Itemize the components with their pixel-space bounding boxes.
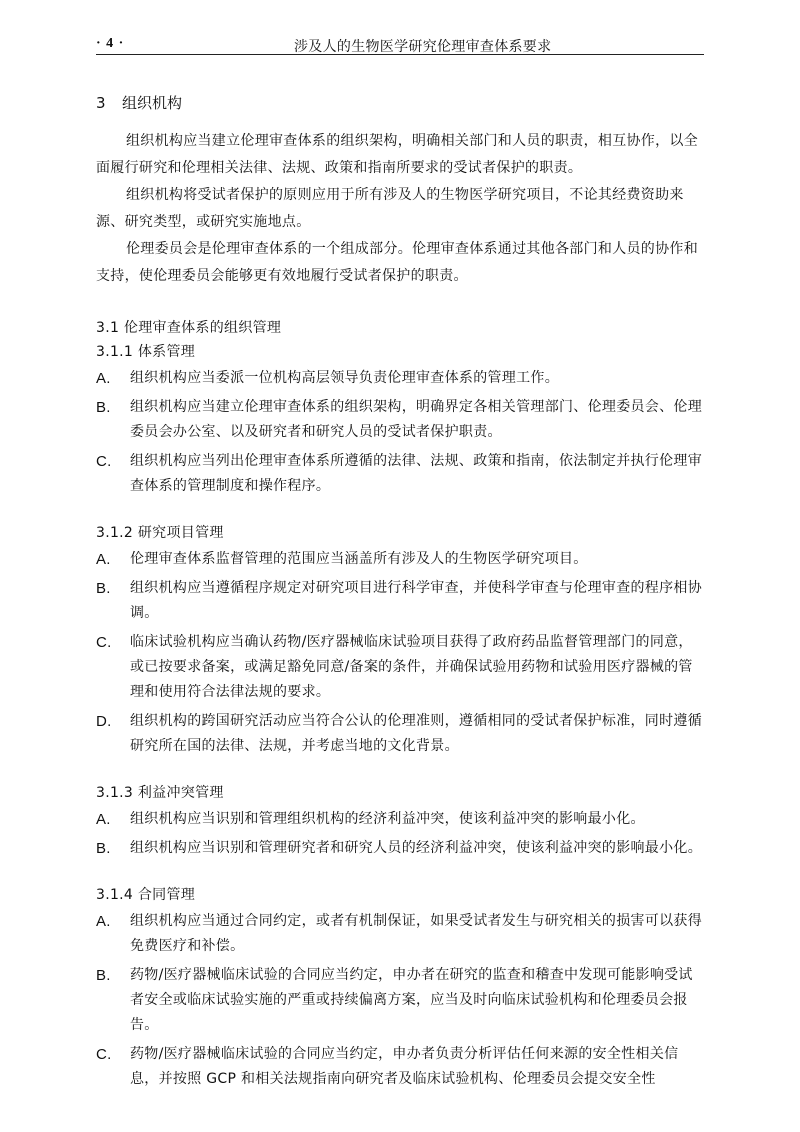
list-item-text: 伦理审查体系监督管理的范围应当涵盖所有涉及人的生物医学研究项目。 (130, 551, 588, 567)
section-3-title: 组织机构 (122, 94, 183, 112)
list-item (96, 547, 704, 572)
list-item (96, 366, 704, 391)
list-item (96, 836, 704, 861)
page-header (96, 36, 704, 54)
list-item-label: B. (96, 399, 111, 416)
list-item-text: 组织机构的跨国研究活动应当符合公认的伦理准则，遵循相同的受试者保护标准，同时遵循研究所在国的法律、法规，并考虑当地的文化背景。 (130, 713, 702, 754)
list-item-label: B. (96, 840, 111, 857)
section-3-number: 3 (96, 94, 106, 112)
section-3-1-4-heading: 3.1.4 合同管理 (96, 887, 196, 903)
list-item-label: D. (96, 713, 112, 730)
list-item (96, 963, 704, 1038)
list-item-label: A. (96, 370, 111, 387)
section-3-1-2-heading: 3.1.2 研究项目管理 (96, 525, 224, 541)
list-item-text: 药物/医疗器械临床试验的合同应当约定，申办者负责分析评估任何来源的安全性相关信息，并按照 GCP 和相关法规指南向研究者及临床试验机构、伦理委员会提交安全性 (130, 1046, 679, 1087)
section-3-paragraph: 组织机构应当建立伦理审查体系的组织架构，明确相关部门和人员的职责，相互协作，以全面履行研究和伦理相关法律、法规、政策和指南所要求的受试者保护的职责。 (96, 133, 698, 176)
list-item (96, 807, 704, 832)
list-item-label: A. (96, 551, 111, 568)
header-rule (96, 54, 704, 55)
section-3-1-heading: 3.1 伦理审查体系的组织管理 (96, 320, 282, 336)
list-item-label: A. (96, 811, 111, 828)
list-item-label: C. (96, 634, 112, 651)
section-3-1-3-heading: 3.1.3 利益冲突管理 (96, 785, 224, 801)
list-item-label: A. (96, 913, 111, 930)
list-item-text: 组织机构应当识别和管理研究者和研究人员的经济利益冲突，使该利益冲突的影响最小化。 (130, 840, 702, 856)
list-item (96, 576, 704, 626)
page-body (96, 90, 704, 1096)
list-item-text: 组织机构应当通过合同约定，或者有机制保证，如果受试者发生与研究相关的损害可以获得免费医疗和补偿。 (130, 913, 702, 954)
list-item (96, 709, 704, 759)
list-item-text: 组织机构应当遵循程序规定对研究项目进行科学审查，并使科学审查与伦理审查的程序相协调。 (130, 580, 702, 621)
list-item-text: 组织机构应当委派一位机构高层领导负责伦理审查体系的管理工作。 (130, 370, 559, 386)
list-item-text: 组织机构应当列出伦理审查体系所遵循的法律、法规、政策和指南，依法制定并执行伦理审查体系的管理制度和操作程序。 (130, 453, 702, 494)
section-3-1-1-heading: 3.1.1 体系管理 (96, 344, 196, 360)
section-3-paragraph: 组织机构将受试者保护的原则应用于所有涉及人的生物医学研究项目，不论其经费资助来源、研究类型，或研究实施地点。 (96, 187, 684, 230)
list-item-label: B. (96, 580, 111, 597)
list-item-text: 药物/医疗器械临床试验的合同应当约定，申办者在研究的监查和稽查中发现可能影响受试者安全或临床试验实施的严重或持续偏离方案，应当及时向临床试验机构和伦理委员会报告。 (130, 967, 693, 1033)
section-3-heading (96, 90, 704, 116)
list-item (96, 630, 704, 705)
list-item (96, 449, 704, 499)
list-item (96, 1042, 704, 1092)
list-item-text: 组织机构应当建立伦理审查体系的组织架构，明确界定各相关管理部门、伦理委员会、伦理委员会办公室、以及研究者和研究人员的受试者保护职责。 (130, 399, 702, 440)
section-3-paragraph: 伦理委员会是伦理审查体系的一个组成部分。伦理审查体系通过其他各部门和人员的协作和支持，使伦理委员会能够更有效地履行受试者保护的职责。 (96, 241, 698, 284)
list-item-text: 临床试验机构应当确认药物/医疗器械临床试验项目获得了政府药品监督管理部门的同意，或已按要求备案，或满足豁免同意/备案的条件，并确保试验用药物和试验用医疗器械的管理和使用符合法律法规的要求。 (130, 634, 693, 700)
list-item-label: B. (96, 967, 111, 984)
list-item-label: C. (96, 453, 112, 470)
list-item-text: 组织机构应当识别和管理组织机构的经济利益冲突，使该利益冲突的影响最小化。 (130, 811, 645, 827)
running-title: 涉及人的生物医学研究伦理审查体系要求 (294, 39, 552, 55)
list-item-label: C. (96, 1046, 112, 1063)
list-item (96, 395, 704, 445)
list-item (96, 909, 704, 959)
page-number: · 4 · (96, 36, 125, 51)
